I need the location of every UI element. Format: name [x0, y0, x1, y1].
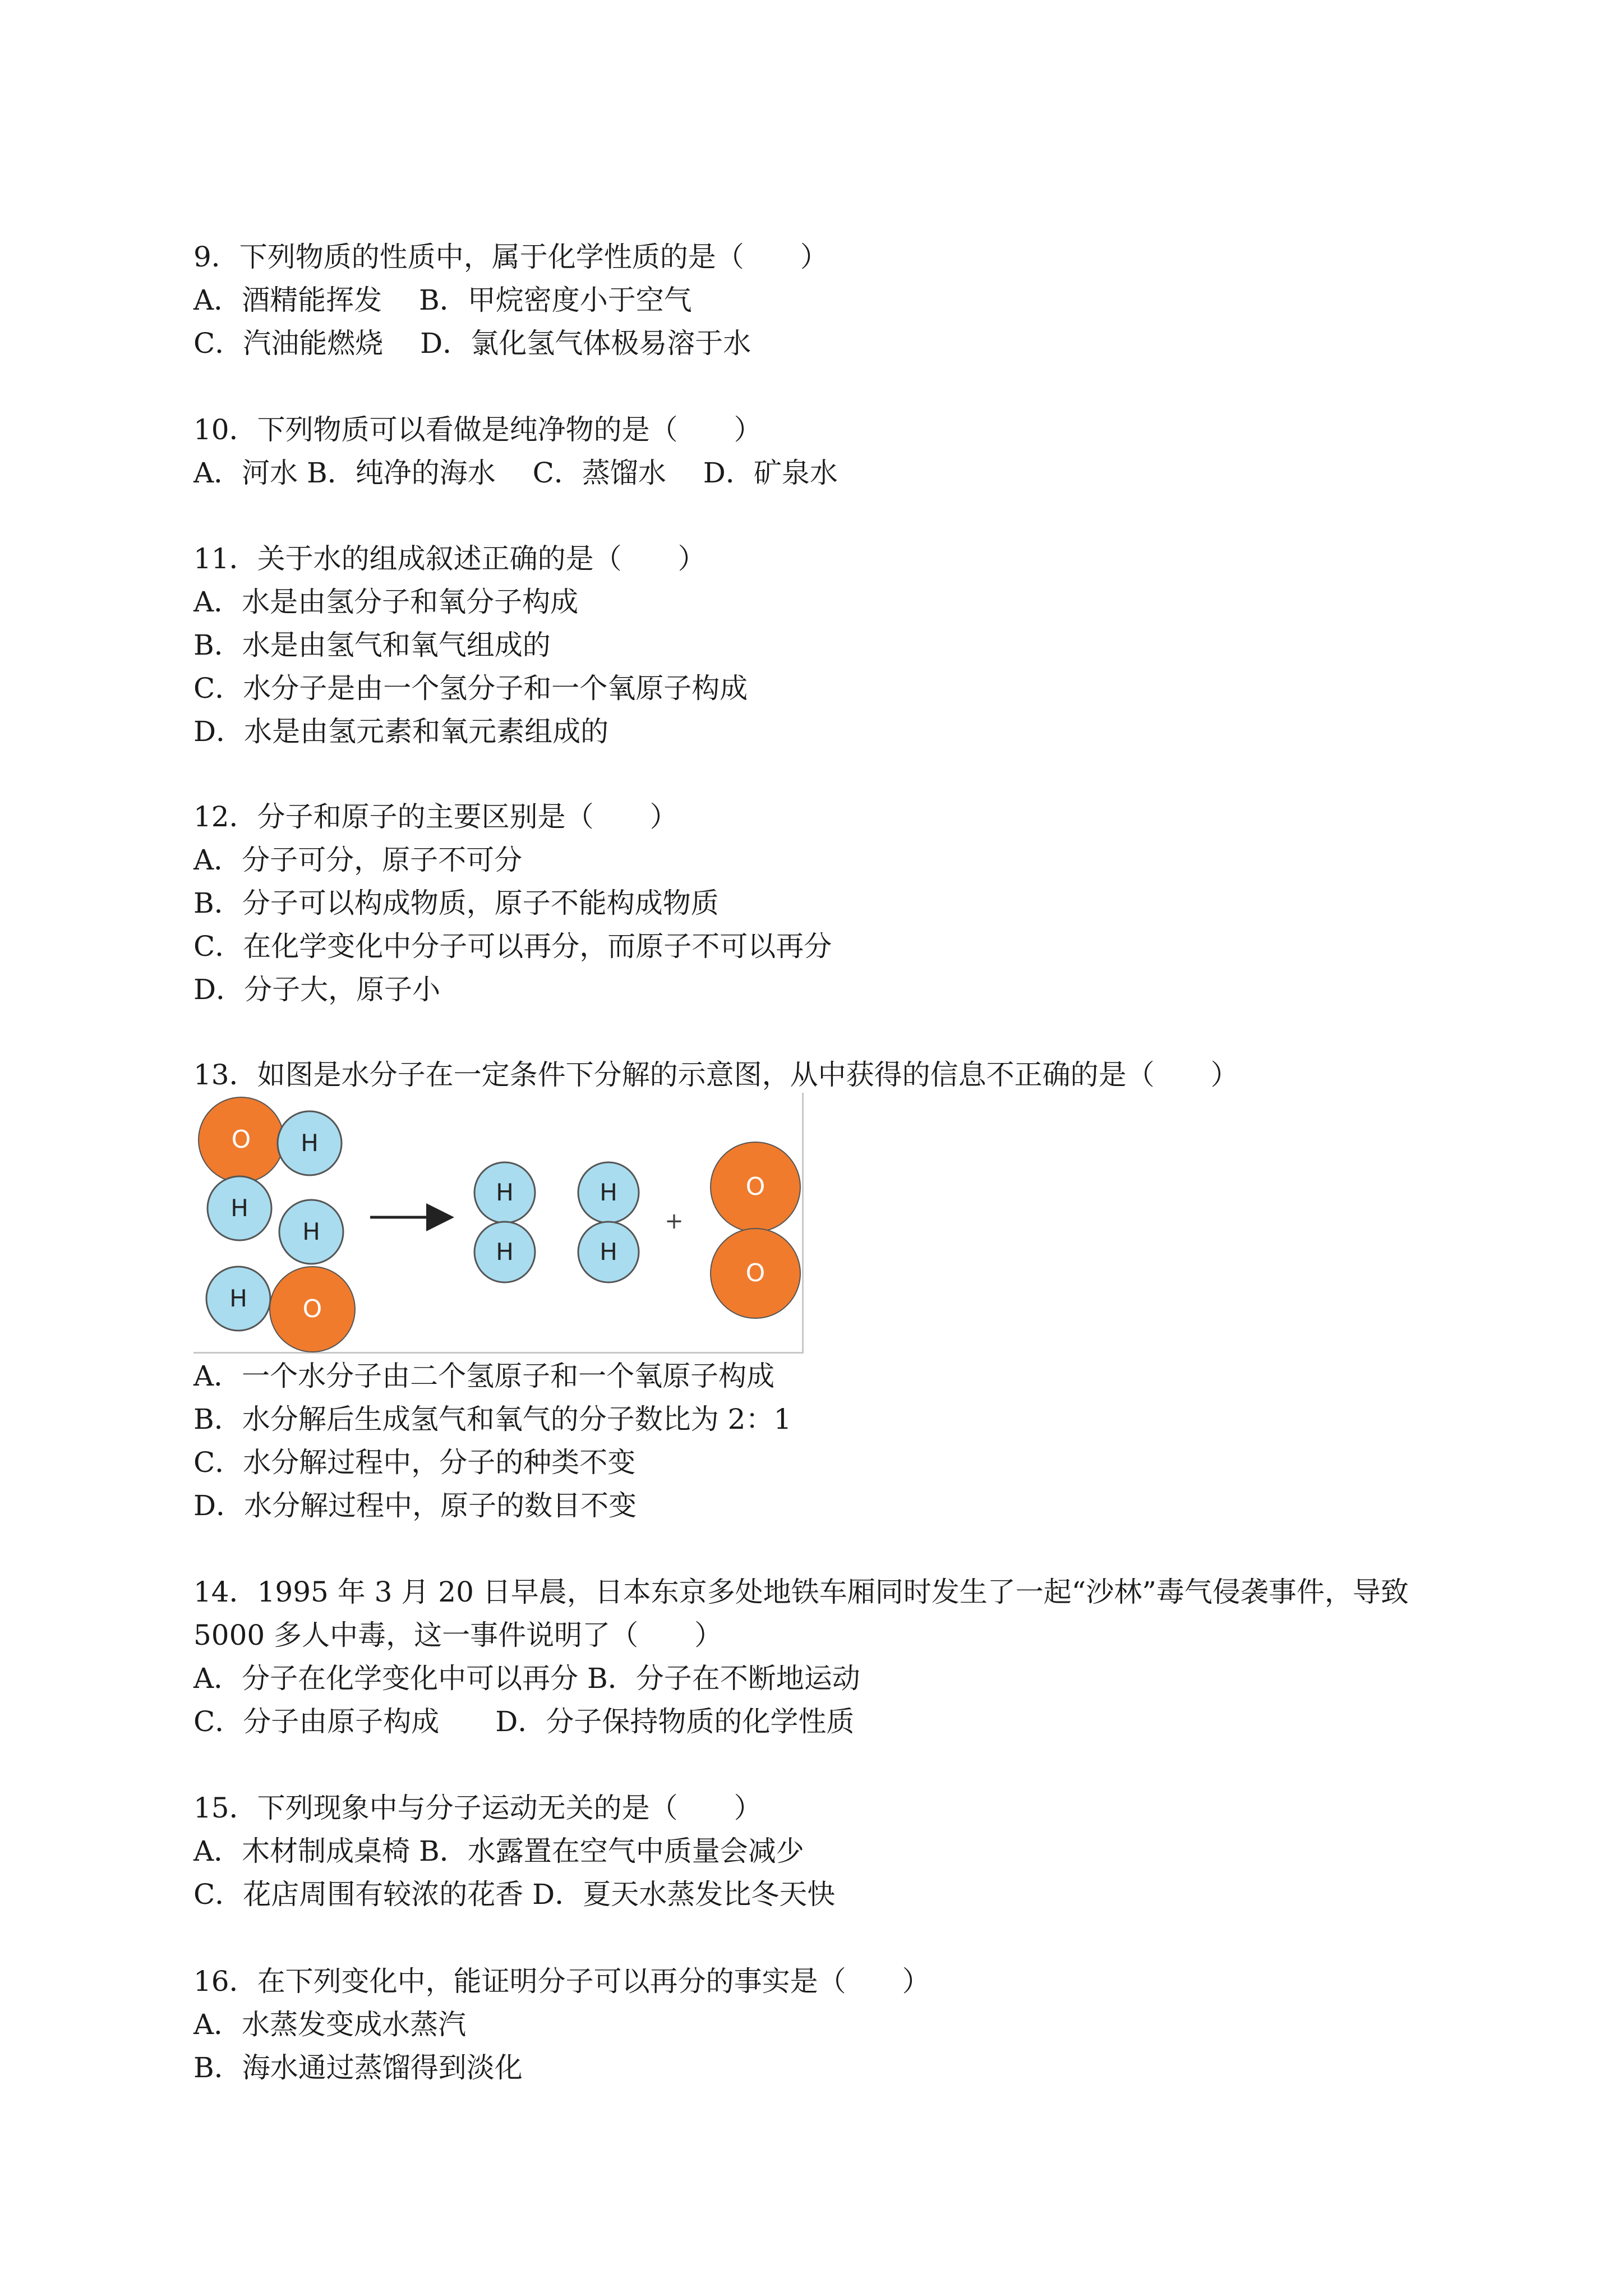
- answer-option-b: B．水分解后生成氢气和氧气的分子数比为 2：1: [193, 1403, 792, 1435]
- answer-options-row: C．汽油能燃烧 D．氯化氢气体极易溶于水: [193, 327, 751, 360]
- question-9: [193, 236, 1483, 365]
- question-stem: 9．下列物质的性质中，属于化学性质的是（ ）: [193, 241, 828, 273]
- answer-option-a: A．分子可分，原子不可分: [193, 844, 523, 876]
- question-16: [193, 1960, 1483, 2090]
- question-14: [193, 1571, 1483, 1743]
- product-hydrogen-molecule-2: [578, 1162, 639, 1282]
- answer-option-a: A．水是由氢分子和氧分子构成: [193, 586, 579, 618]
- answer-options-row: A．木材制成桌椅 B．水露置在空气中质量会减少: [193, 1835, 804, 1867]
- question-stem: 11．关于水的组成叙述正确的是（ ）: [193, 542, 706, 575]
- answer-option-b: B．水是由氢气和氧气组成的: [193, 629, 551, 661]
- answer-options-row: A．分子在化学变化中可以再分 B．分子在不断地运动: [193, 1662, 860, 1695]
- oxygen-atom-label: O: [302, 1295, 322, 1323]
- question-stem: 14．1995 年 3 月 20 日早晨，日本东京多处地铁车厢同时发生了一起“沙林”毒气侵袭事件，导致 5000 多人中毒，这一事件说明了（ ）: [193, 1576, 1409, 1651]
- product-hydrogen-molecule-1: [474, 1162, 535, 1282]
- question-13-options: [193, 1355, 1483, 1527]
- product-oxygen-molecule: [711, 1142, 800, 1318]
- answer-option-c: C．水分子是由一个氢分子和一个氧原子构成: [193, 672, 748, 705]
- question-13: [193, 1053, 1483, 1097]
- answer-options-row: C．分子由原子构成 D．分子保持物质的化学性质: [193, 1705, 855, 1738]
- question-stem: 15．下列现象中与分子运动无关的是（ ）: [193, 1792, 762, 1824]
- hydrogen-atom-label: H: [496, 1238, 514, 1266]
- question-10: [193, 408, 1483, 495]
- answer-option-b: B．分子可以构成物质，原子不能构成物质: [193, 887, 719, 919]
- hydrogen-atom-label: H: [302, 1218, 320, 1245]
- answer-options-row: A．河水 B．纯净的海水 C．蒸馏水 D．矿泉水: [193, 457, 838, 489]
- answer-option-c: C．在化学变化中分子可以再分，而原子不可以再分: [193, 930, 832, 963]
- answer-options-row: C．花店周围有较浓的花香 D．夏天水蒸发比冬天快: [193, 1878, 836, 1911]
- question-12: [193, 795, 1483, 1011]
- answer-option-d: D．水分解过程中，原子的数目不变: [193, 1489, 637, 1522]
- answer-option-a: A．一个水分子由二个氢原子和一个氧原子构成: [193, 1360, 775, 1392]
- question-11: [193, 537, 1483, 753]
- question-15: [193, 1787, 1483, 1916]
- oxygen-atom-label: O: [231, 1125, 251, 1154]
- hydrogen-atom-label: H: [600, 1238, 617, 1266]
- question-stem: 12．分子和原子的主要区别是（ ）: [193, 800, 678, 833]
- hydrogen-atom-label: H: [600, 1179, 617, 1206]
- question-stem: 16．在下列变化中，能证明分子可以再分的事实是（ ）: [193, 1965, 930, 1998]
- answer-option-a: A．水蒸发变成水蒸汽: [193, 2008, 467, 2041]
- oxygen-atom-label: O: [745, 1259, 766, 1287]
- answer-option-d: D．分子大，原子小: [193, 973, 441, 1006]
- hydrogen-atom-label: H: [230, 1194, 248, 1222]
- question-stem: 10．下列物质可以看做是纯净物的是（ ）: [193, 413, 762, 446]
- hydrogen-atom-label: H: [496, 1179, 514, 1206]
- answer-options-row: A．酒精能挥发 B．甲烷密度小于空气: [193, 284, 692, 316]
- question-stem: 13．如图是水分子在一定条件下分解的示意图，从中获得的信息不正确的是（ ）: [193, 1059, 1239, 1091]
- answer-option-c: C．水分解过程中，分子的种类不变: [193, 1446, 636, 1479]
- oxygen-atom-label: O: [745, 1172, 766, 1201]
- answer-option-b: B．海水通过蒸馏得到淡化: [193, 2051, 523, 2084]
- water-decomposition-diagram: [193, 1093, 804, 1354]
- molecule-diagram-svg: [193, 1093, 804, 1354]
- hydrogen-atom-label: H: [301, 1129, 319, 1157]
- answer-option-d: D．水是由氢元素和氧元素组成的: [193, 715, 609, 748]
- plus-sign: +: [665, 1208, 684, 1234]
- hydrogen-atom-label: H: [229, 1285, 247, 1312]
